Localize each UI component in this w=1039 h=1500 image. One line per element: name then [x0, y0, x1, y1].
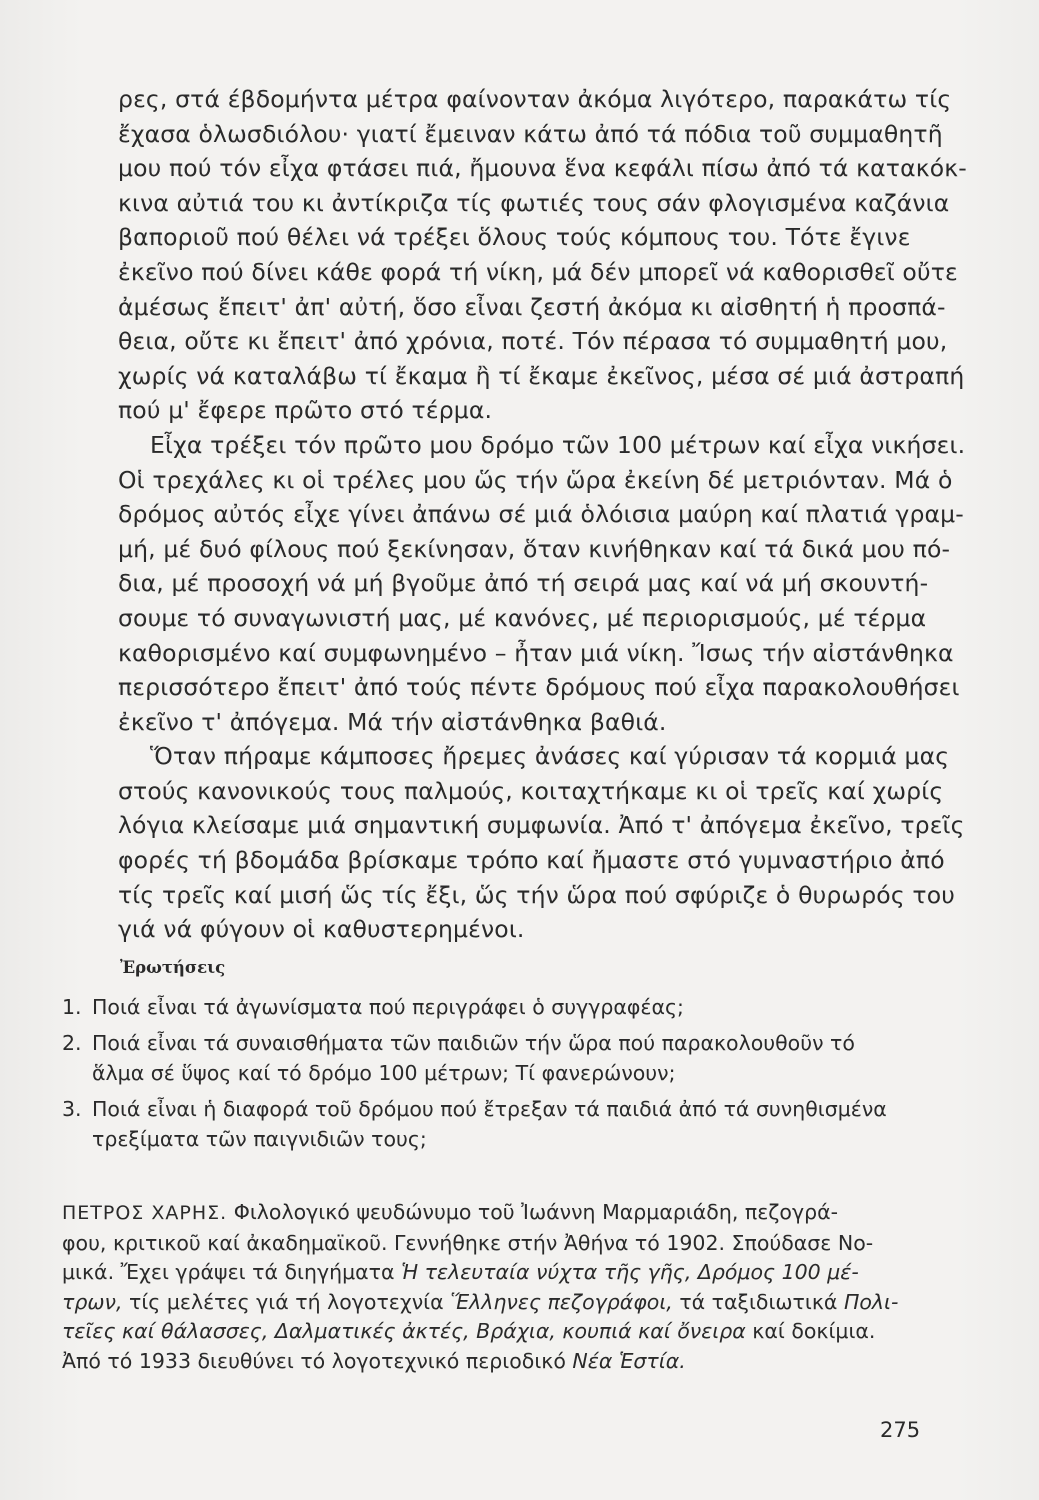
bio-line [62, 1288, 942, 1318]
work-title: Ἕλληνες πεζογράφοι, [450, 1289, 673, 1314]
text-line: ἔχασα ὁλωσδιόλου· γιατί ἔμειναν κάτω ἀπό τά πόδια τοῦ συμμαθητῆ [118, 119, 943, 148]
question-text: Ποιά εἶναι ἡ διαφορά τοῦ δρόμου πού ἔτρεξαν τά παιδιά ἀπό τά συνηθισμένα [92, 1097, 887, 1121]
bio-line: φου, κριτικοῦ καί ἀκαδημαϊκοῦ. Γεννήθηκε στήν Ἀθήνα τό 1902. Σπούδασε Νο- [62, 1230, 874, 1255]
author-bio [62, 1198, 942, 1377]
question-text: ἅλμα σέ ὕψος καί τό δρόμο 100 μέτρων; Τί φανερώνουν; [92, 1061, 676, 1085]
question-number: 3. [62, 1097, 82, 1121]
question-item [62, 1094, 932, 1154]
text-line: ἀμέσως ἔπειτ' ἀπ' αὐτή, ὅσο εἶναι ζεστή ἀκόμα κι αἰσθητή ἡ προσπά- [118, 292, 946, 321]
text-line: φορές τή βδομάδα βρίσκαμε τρόπο καί ἤμαστε στό γυμναστήριο ἀπό [118, 846, 945, 875]
text-line: λόγια κλείσαμε μιά σημαντική συμφωνία. Ἀπό τ' ἀπόγεμα ἐκεῖνο, τρεῖς [118, 811, 965, 840]
work-title: τεῖες καί θάλασσες, Δαλματικές ἀκτές, Βράχια, κουπιά καί ὄνειρα [62, 1319, 746, 1344]
question-item [62, 992, 932, 1022]
text-line: καθορισμένο καί συμφωνημένο – ἦταν μιά νίκη. Ἴσως τήν αἰστάνθηκα [118, 638, 954, 667]
text-line: περισσότερο ἔπειτ' ἀπό τούς πέντε δρόμους πού εἶχα παρακολουθήσει [118, 673, 960, 702]
page-number: 275 [880, 1418, 921, 1442]
questions-heading: Ἐρωτήσεις [120, 958, 226, 977]
text-line: τίς τρεῖς καί μισή ὥς τίς ἔξι, ὥς τήν ὥρα πού σφύριζε ὁ θυρωρός του [118, 880, 955, 909]
paragraph-2 [118, 428, 966, 739]
text-line: κινα αὐτιά του κι ἀντίκριζα τίς φωτιές τους σάν φλογισμένα καζάνια [118, 188, 950, 217]
text-line: Εἶχα τρέξει τόν πρῶτο μου δρόμο τῶν 100 μέτρων καί εἶχα νικήσει. [150, 430, 966, 459]
question-text: Ποιά εἶναι τά συναισθήματα τῶν παιδιῶν τήν ὥρα πού παρακολουθοῦν τό [92, 1031, 855, 1055]
text-line: χωρίς νά καταλάβω τί ἔκαμα ἢ τί ἔκαμε ἐκεῖνος, μέσα σέ μιά ἀστραπή [118, 361, 965, 390]
text-line: πού μ' ἔφερε πρῶτο στό τέρμα. [118, 396, 493, 425]
bio-text: Φιλολογικό ψευδώνυμο τοῦ Ἰωάννη Μαρμαριάδη, πεζογρά- [233, 1200, 839, 1224]
work-title: Ἡ τελευταία νύχτα τῆς γῆς, Δρόμος 100 μέ- [401, 1260, 859, 1285]
text-line: ρες, στά έβδομήντα μέτρα φαίνονταν ἀκόμα λιγότερο, παρακάτω τίς [118, 85, 952, 113]
text-line: δια, μέ προσοχή νά μή βγοῦμε ἀπό τή σειρά μας καί νά μή σκουντή- [118, 569, 929, 598]
paragraph-1 [118, 82, 967, 428]
bio-text: Ἀπό τό 1933 διευθύνει τό λογοτεχνικό περιοδικό [62, 1348, 573, 1373]
question-number: 2. [62, 1031, 82, 1055]
bio-line [62, 1258, 942, 1288]
text-line: γιά νά φύγουν οἱ καθυστερημένοι. [118, 915, 525, 944]
story-text [118, 82, 967, 947]
bio-line [62, 1347, 942, 1377]
work-title: τρων, [62, 1289, 123, 1314]
text-line: δρόμος αὐτός εἶχε γίνει ἀπάνω σέ μιά ὁλόισια μαύρη καί πλατιά γραμ- [118, 500, 964, 529]
text-line: μου πού τόν εἶχα φτάσει πιά, ἤμουνα ἕνα κεφάλι πίσω ἀπό τά κατακόκ- [118, 154, 967, 183]
text-line: θεια, οὔτε κι ἔπειτ' ἀπό χρόνια, ποτέ. Τόν πέρασα τό συμμαθητή μου, [118, 327, 948, 356]
text-line: μή, μέ δυό φίλους πού ξεκίνησαν, ὅταν κινήθηκαν καί τά δικά μου πό- [118, 534, 951, 563]
bio-text: τά ταξιδιωτικά [672, 1289, 844, 1314]
text-line: βαποριοῦ πού θέλει νά τρέξει ὅλους τούς κόμπους του. Τότε ἔγινε [118, 223, 911, 252]
work-title: Πολι- [843, 1289, 899, 1314]
question-text: Ποιά εἶναι τά ἀγωνίσματα πού περιγράφει ὁ συγγραφέας; [92, 995, 684, 1019]
text-line: ἐκεῖνο πού δίνει κάθε φορά τή νίκη, μά δέν μπορεῖ νά καθορισθεῖ οὔτε [118, 257, 958, 286]
question-text: τρεξίματα τῶν παιγνιδιῶν τους; [92, 1127, 427, 1151]
magazine-title: Νέα Ἑστία. [572, 1348, 686, 1373]
question-item [62, 1028, 932, 1088]
bio-text: μικά. Ἔχει γράψει τά διηγήματα [62, 1260, 402, 1285]
bio-line [62, 1317, 942, 1347]
bio-line [62, 1198, 942, 1229]
questions-list [62, 992, 932, 1160]
bio-text: καί δοκίμια. [745, 1319, 876, 1344]
question-number: 1. [62, 995, 82, 1019]
paragraph-3 [118, 739, 965, 947]
text-line: Οἱ τρεχάλες κι οἱ τρέλες μου ὥς τήν ὥρα ἐκείνη δέ μετριόνταν. Μά ὁ [118, 465, 953, 494]
text-line: σουμε τό συναγωνιστή μας, μέ κανόνες, μέ περιορισμούς, μέ τέρμα [118, 603, 927, 632]
author-name: ΠΕΤΡΟΣ ΧΑΡΗΣ. [62, 1202, 228, 1224]
text-line: Ὅταν πήραμε κάμποσες ἤρεμες ἀνάσες καί γύρισαν τά κορμιά μας [150, 742, 950, 771]
bio-text: τίς μελέτες γιά τή λογοτεχνία [122, 1289, 451, 1314]
text-line: ἐκεῖνο τ' ἀπόγεμα. Μά τήν αἰστάνθηκα βαθιά. [118, 707, 667, 736]
text-line: στούς κανονικούς τους παλμούς, κοιταχτήκαμε κι οἱ τρεῖς καί χωρίς [118, 776, 944, 805]
